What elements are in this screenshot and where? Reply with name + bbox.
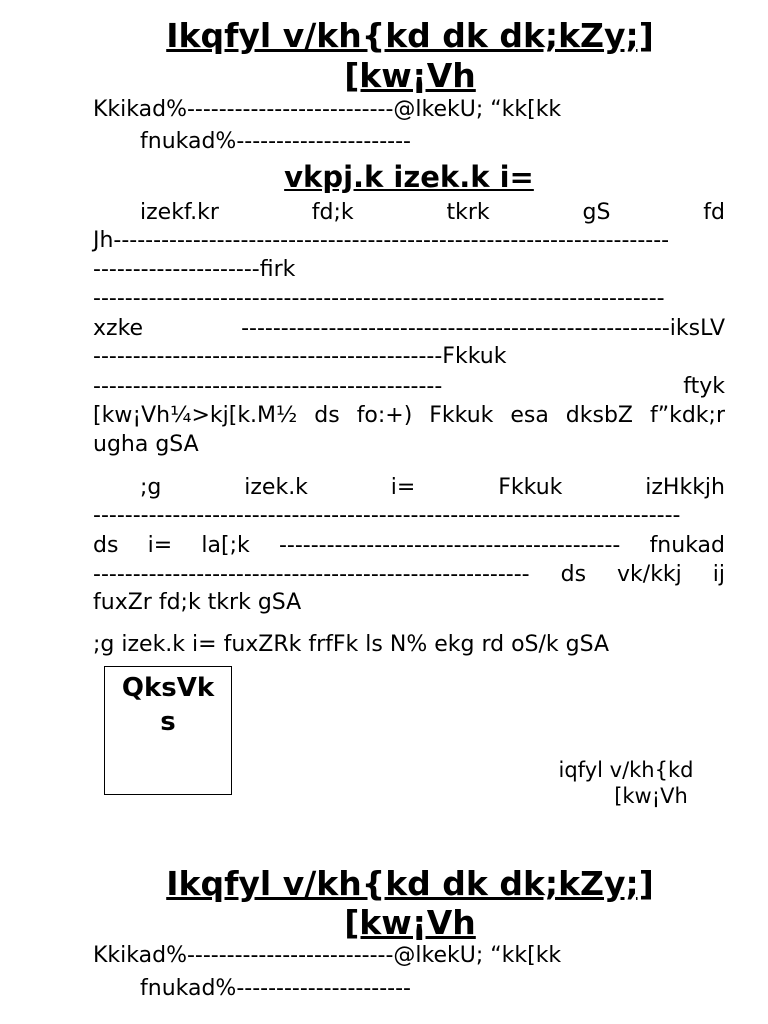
paragraph-1-line-4: ------------------------------------------------------------------------	[93, 286, 665, 311]
paragraph-1-line-3: ---------------------firk	[93, 257, 296, 282]
date-line-2: fnukad%----------------------	[140, 976, 411, 1001]
reference-number-2: Kkikad%--------------------------@lkekU; “kk[kk	[93, 943, 562, 968]
paragraph-1-line-9: ugha gSA	[93, 432, 199, 457]
paragraph-2-line-2: --------------------------------------------------------------------------	[93, 503, 681, 528]
paragraph-1-line-1: izekf.kr fd;k tkrk gS fd	[140, 200, 725, 225]
signatory-title: iqfyl v/kh{kd	[558, 758, 694, 782]
certificate-heading: vkpj.k izek.k i=	[284, 160, 534, 194]
reference-number: Kkikad%--------------------------@lkekU; “kk[kk	[93, 97, 562, 122]
paragraph-2-line-3: ds i= la[;k ------------------------------------------- fnukad	[93, 533, 725, 558]
office-title-location-2: [kw¡Vh	[344, 903, 476, 942]
office-title-location: [kw¡Vh	[344, 56, 476, 95]
validity-statement: ;g izek.k i= fuxZRk frfFk ls N% ekg rd oS/k gSA	[93, 632, 610, 657]
date-line: fnukad%----------------------	[140, 129, 411, 154]
paragraph-2-line-4: ------------------------------------------------------- ds vk/kkj ij	[93, 562, 725, 587]
paragraph-1-line-7: -------------------------------------------- ftyk	[93, 374, 725, 399]
photo-label-cont: s	[160, 707, 176, 737]
paragraph-1-line-2: Jh----------------------------------------------------------------------	[93, 228, 670, 253]
paragraph-2-line-5: fuxZr fd;k tkrk gSA	[93, 590, 302, 615]
paragraph-1-line-6: --------------------------------------------Fkkuk	[93, 344, 507, 369]
paragraph-1-line-5: xzke ------------------------------------------------------iksLV	[93, 316, 725, 341]
paragraph-2-line-1: ;g izek.k i= Fkkuk izHkkjh	[140, 475, 725, 500]
photo-box	[104, 666, 232, 795]
photo-label: QksVk	[121, 673, 215, 703]
office-title-2: Ikqfyl v/kh{kd dk dk;kZy;]	[166, 864, 654, 903]
signatory-location: [kw¡Vh	[614, 784, 688, 808]
paragraph-1-line-8: [kw¡Vh¼>kj[k.M½ ds fo:+) Fkkuk esa dksbZ f”kdk;r	[93, 403, 725, 428]
office-title: Ikqfyl v/kh{kd dk dk;kZy;]	[166, 16, 654, 55]
